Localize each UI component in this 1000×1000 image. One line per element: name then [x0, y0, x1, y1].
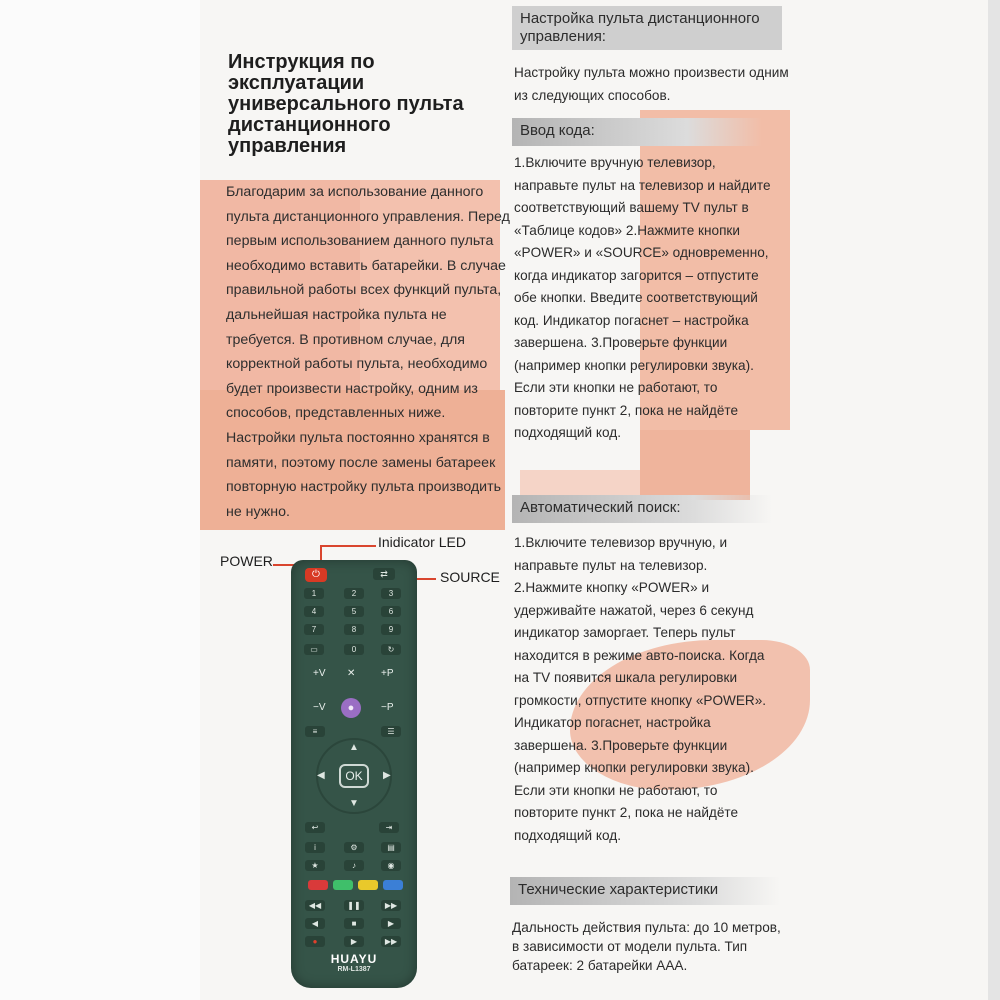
brand-logo: HUAYU	[330, 952, 378, 966]
back-icon: ↩	[305, 822, 325, 833]
skip-icon: ▶▶	[381, 936, 401, 947]
record-icon: ●	[305, 936, 325, 947]
mute-icon: ✕	[347, 668, 356, 679]
up-arrow-icon: ▲	[349, 742, 359, 753]
source-icon: ⇄	[373, 568, 395, 580]
menu-icon: ≡	[305, 726, 325, 737]
yellow-button	[358, 880, 378, 890]
info-icon: i	[305, 842, 325, 853]
right-edge	[988, 0, 1000, 1000]
blue-button	[383, 880, 403, 890]
settings-icon: ⚙	[344, 842, 364, 853]
indicator-label: Inidicator LED	[378, 534, 466, 550]
left-arrow-icon: ◀	[317, 770, 325, 781]
digit-button: 1	[304, 588, 324, 599]
digit-button: 9	[381, 624, 401, 635]
tv-icon: ▭	[304, 644, 324, 655]
prev-icon: ◀	[305, 918, 325, 929]
pause-icon: ❚❚	[344, 900, 364, 911]
down-arrow-icon: ▼	[349, 798, 359, 809]
star-icon: ★	[305, 860, 325, 871]
digit-button: 0	[344, 644, 364, 655]
indicator-leader	[320, 545, 376, 547]
digit-button: 4	[304, 606, 324, 617]
digit-button: 5	[344, 606, 364, 617]
code-header: Ввод кода:	[512, 118, 762, 146]
prog-down-label: −P	[381, 702, 394, 713]
ok-button: OK	[339, 764, 369, 788]
remote-control	[291, 560, 417, 988]
forward-icon: ▶▶	[381, 900, 401, 911]
digit-button: 2	[344, 588, 364, 599]
camera-icon: ◉	[381, 860, 401, 871]
code-text: 1.Включите вручную телевизор, направьте пульт на телевизор и найдите соответствующий вашему TV пульт в «Таблице кодов» 2.Нажмите кнопки «POWER» и «SOURCE» одновременно, когда индикатор загорится – отпустите обе кнопки. Введите соответствующий код. Индикатор погаснет – настройка завершена. 3.Проверьте функции (например кнопки регулировки звука). Если эти кнопки не работают, то повторите пункт 2, пока не найдёте подходящий код.	[514, 155, 771, 440]
digit-button: 6	[381, 606, 401, 617]
app-icon: ●	[341, 698, 361, 718]
next-icon: ▶	[381, 918, 401, 929]
red-button	[308, 880, 328, 890]
return-icon: ↻	[381, 644, 401, 655]
rewind-icon: ◀◀	[305, 900, 325, 911]
play-icon: ▶	[344, 936, 364, 947]
specs-header: Технические характеристики	[510, 877, 780, 905]
power-icon: ⏻	[305, 568, 327, 582]
stop-icon: ■	[344, 918, 364, 929]
auto-text: 1.Включите телевизор вручную, и направьте пульт на телевизор. 2.Нажмите кнопку «POWER» и удерживайте нажатой, через 6 секунд индикатор заморгает. Теперь пульт находится в режиме авто-поиска. Когда на TV появится шкала регулировки громкости, отпустите кнопку «POWER». Индикатор погаснет, настройка завершена. 3.Проверьте функции (например кнопки регулировки звука). Если эти кнопки не работают, то повторите пункт 2, пока не найдёте подходящий код.	[514, 535, 767, 843]
green-button	[333, 880, 353, 890]
digit-button: 8	[344, 624, 364, 635]
source-label: SOURCE	[440, 569, 500, 585]
setup-text: Настройку пульта можно произвести одним из следующих способов.	[514, 65, 789, 103]
model-number: RM-L1387	[337, 966, 371, 973]
vol-down-label: −V	[313, 702, 326, 713]
audio-icon: ♪	[344, 860, 364, 871]
prog-up-label: +P	[381, 668, 394, 679]
vol-up-label: +V	[313, 668, 326, 679]
exit-icon: ⇥	[379, 822, 399, 833]
intro-text: Благодарим за использование данного пульта дистанционного управления. Перед первым использованием данного пульта необходимо вставить батарейки. В случае правильной работы всех функций пульта, дальнейшая настройка пульта не требуется. В противном случае, для корректной работы пульта, необходимо будет произвести настройку, одним из способов, представленных ниже. Настройки пульта постоянно хранятся в памяти, поэтому после замены батареек повторную настройку пульта производить не нужно.	[226, 184, 510, 520]
digit-button: 3	[381, 588, 401, 599]
digit-button: 7	[304, 624, 324, 635]
specs-text: Дальность действия пульта: до 10 метров, в зависимости от модели пульта. Тип батареек: 2 батарейки AAA.	[512, 920, 781, 973]
page-title: Инструкция по эксплуатации универсального пульта дистанционного управления	[228, 51, 464, 157]
left-margin	[0, 0, 200, 1000]
right-arrow-icon: ▶	[383, 770, 391, 781]
list-icon: ☰	[381, 726, 401, 737]
power-label: POWER	[220, 553, 273, 569]
setup-header: Настройка пульта дистанционного управления:	[512, 6, 782, 50]
subtitle-icon: ▤	[381, 842, 401, 853]
auto-header: Автоматический поиск:	[512, 495, 772, 523]
